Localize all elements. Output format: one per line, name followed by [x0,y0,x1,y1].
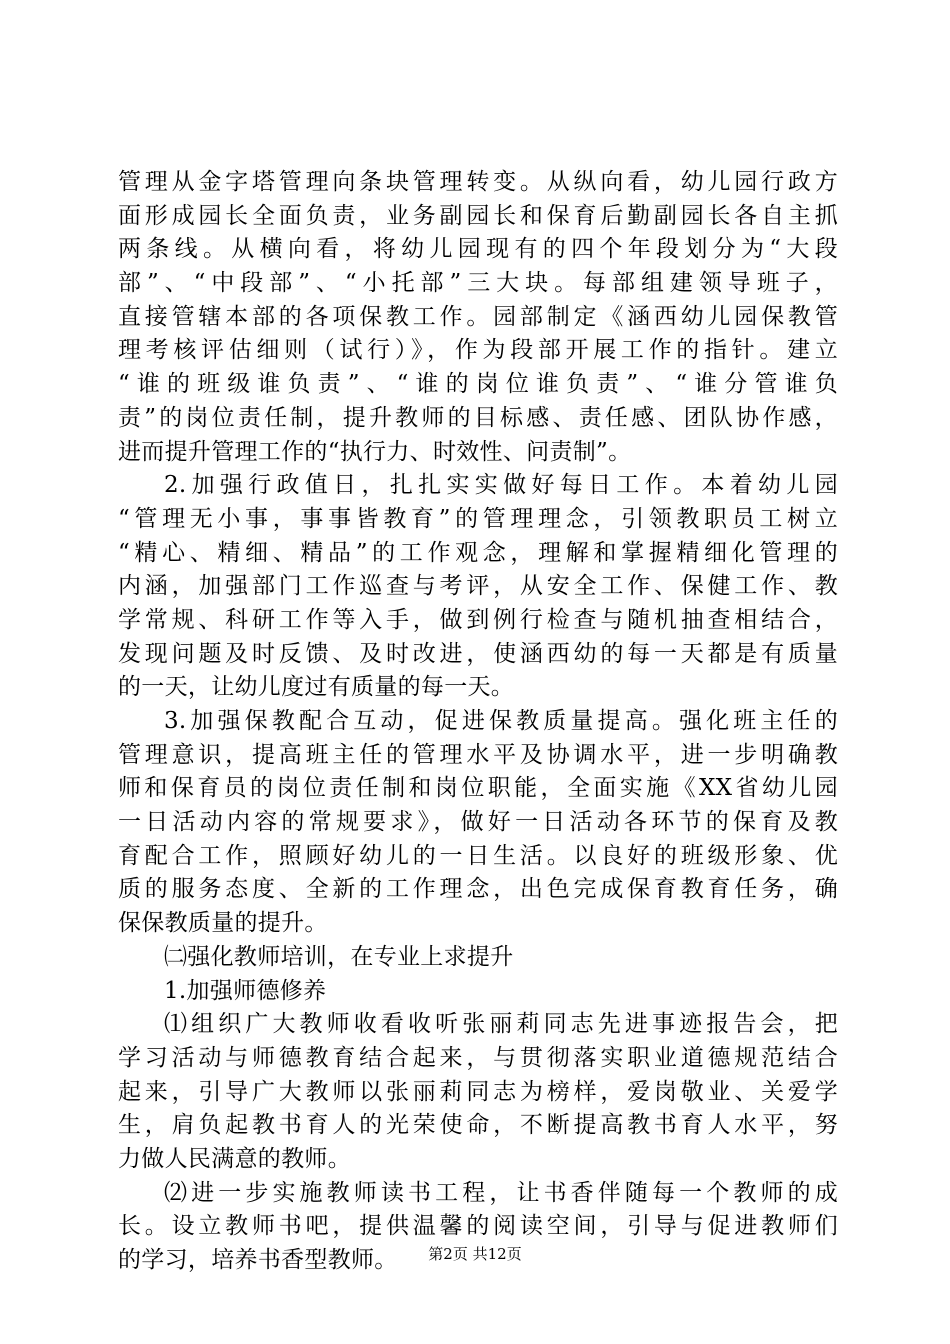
text-line: 两条线。从横向看，将幼儿园现有的四个年段划分为“大段 [118,236,838,263]
text-line: 的一天，让幼儿度过有质量的每一天。 [118,674,515,701]
text-line: 长。设立教师书吧，提供温馨的阅读空间，引导与促进教师们 [118,1213,838,1240]
text-line: 2.加强行政值日，扎扎实实做好每日工作。本着幼儿园 [164,472,838,499]
text-line: 发现问题及时反馈、及时改进，使涵西幼的每一天都是有质量 [118,640,838,667]
text-line: 保保教质量的提升。 [118,910,328,937]
text-line: 师和保育员的岗位责任制和岗位职能，全面实施《XX省幼儿园 [118,775,838,802]
text-line: 起来，引导广大教师以张丽莉同志为榜样，爱岗敬业、关爱学 [118,1078,838,1105]
text-line: 学习活动与师德教育结合起来，与贯彻落实职业道德规范结合 [118,1044,838,1071]
page-footer [0,1244,950,1264]
text-line: 学常规、科研工作等入手，做到例行检查与随机抽查相结合， [118,606,838,633]
text-line: 管理意识，提高班主任的管理水平及协调水平，进一步明确教 [118,741,838,768]
text-line: ㈡强化教师培训，在专业上求提升 [164,943,514,970]
text-line: ⑵进一步实施教师读书工程，让书香伴随每一个教师的成 [164,1179,838,1206]
text-line: “谁的班级谁负责”、“谁的岗位谁负责”、“谁分管谁负 [118,371,838,398]
text-line: 责”的岗位责任制，提升教师的目标感、责任感、团队协作感， [118,404,838,431]
text-line: 生，肩负起教书育人的光荣使命，不断提高教书育人水平，努 [118,1112,838,1139]
text-line: “管理无小事，事事皆教育”的管理理念，引领教职员工树立 [118,505,838,532]
text-line: 育配合工作，照顾好幼儿的一日生活。以良好的班级形象、优 [118,842,838,869]
text-line: 部”、“中段部”、“小托部”三大块。每部组建领导班子， [118,270,838,297]
text-line: 直接管辖本部的各项保教工作。园部制定《涵西幼儿园保教管 [118,303,838,330]
text-line: 的学习，培养书香型教师。 [118,1247,398,1273]
text-line: 质的服务态度、全新的工作理念，出色完成保育教育任务，确 [118,876,838,903]
text-line: ⑴组织广大教师收看收听张丽莉同志先进事迹报告会，把 [164,1011,838,1038]
text-line: 理考核评估细则（试行）》，作为段部开展工作的指针。建立 [118,337,838,364]
text-line: “精心、精细、精品”的工作观念，理解和掌握精细化管理的 [118,539,838,566]
page-number-label: 第2页 共12页 [428,1245,522,1263]
document-body [118,166,838,1278]
text-line: 面形成园长全面负责，业务副园长和保育后勤副园长各自主抓 [118,202,838,229]
text-line: 一日活动内容的常规要求》，做好一日活动各环节的保育及教 [118,809,838,836]
text-line: 力做人民满意的教师。 [118,1145,351,1172]
text-line: 1.加强师德修养 [164,977,327,1004]
text-line: 内涵，加强部门工作巡查与考评，从安全工作、保健工作、教 [118,573,838,600]
text-line: 进而提升管理工作的“执行力、时效性、问责制”。 [118,438,632,465]
text-line: 管理从金字塔管理向条块管理转变。从纵向看，幼儿园行政方 [118,169,838,195]
text-line: 3.加强保教配合互动，促进保教质量提高。强化班主任的 [164,708,838,734]
